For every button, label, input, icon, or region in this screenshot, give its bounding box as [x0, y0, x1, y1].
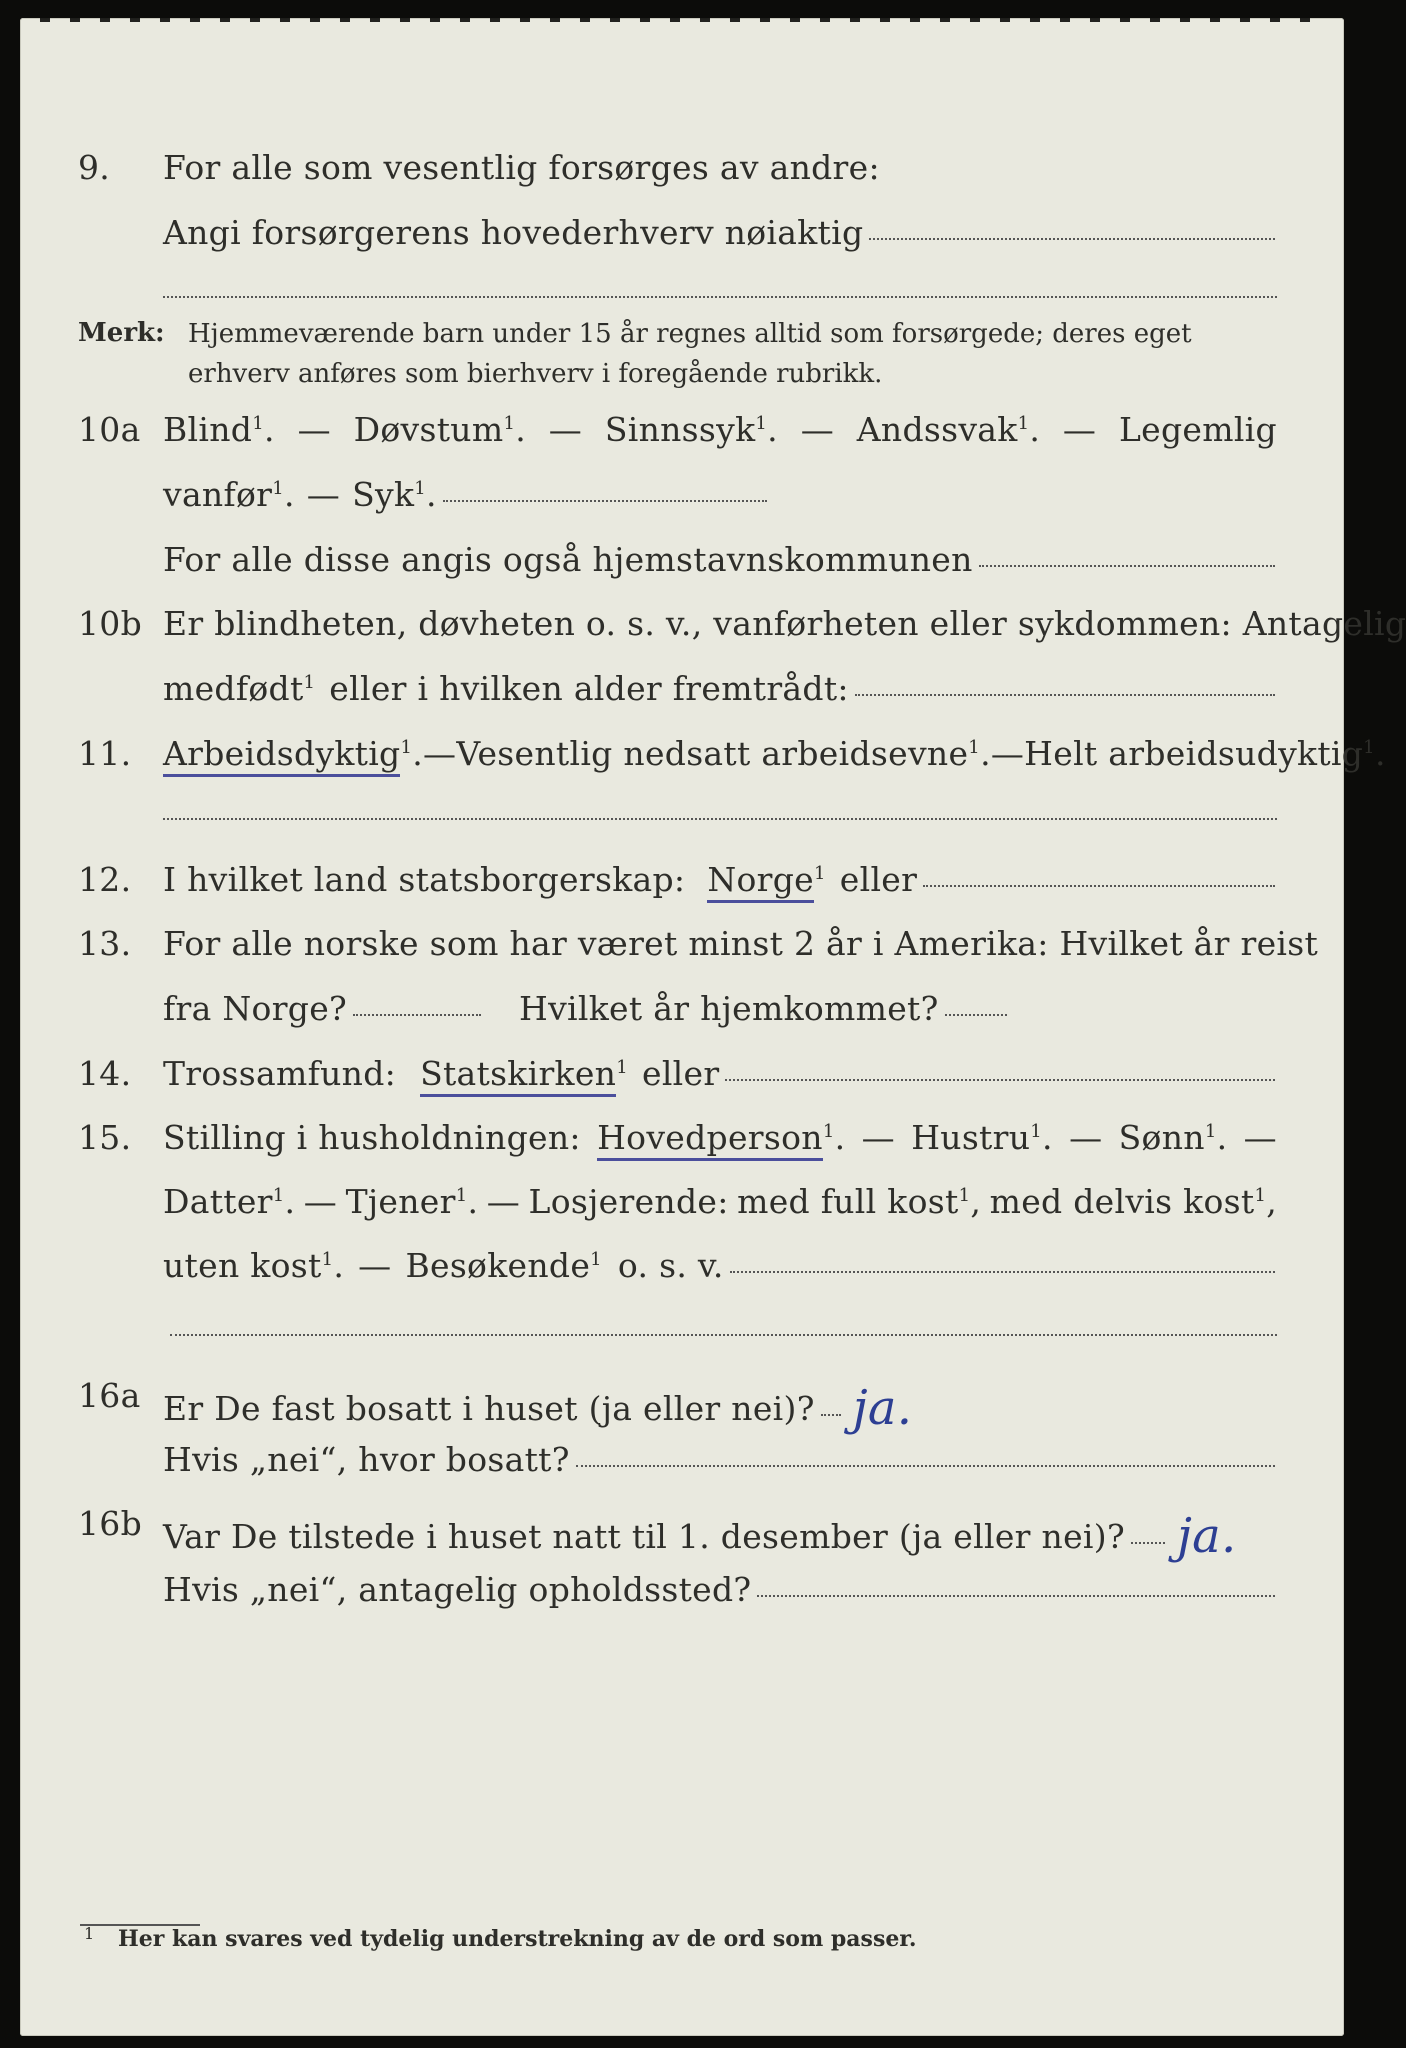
- question-number: 16a: [78, 1376, 141, 1415]
- footnote-mark: 1: [84, 1924, 95, 1943]
- question-text: For alle disse angis også hjemstavnskommunen: [163, 540, 973, 579]
- question-text: For alle norske som har været minst 2 år i Amerika: Hvilket år reist: [163, 924, 1319, 963]
- question-10a-line-1: 10a Blind$^1$. — Døvstum$^1$. — Sinnssyk$^1$. — Andssvak$^1$. — Legemlig: [78, 410, 1277, 449]
- option-text: Besøkende: [405, 1246, 591, 1285]
- question-13-line-1: [0, 916, 1359, 968]
- note-label: Merk:: [78, 318, 165, 348]
- question-number: 15.: [78, 1118, 132, 1157]
- handwritten-answer: ja.: [1176, 1508, 1237, 1564]
- selected-option: Statskirken: [420, 1054, 616, 1097]
- question-9-line-1: [0, 140, 1359, 192]
- question-text: Angi forsørgerens hovederhverv nøiaktig: [163, 213, 864, 252]
- option-text: o. s. v.: [617, 1246, 724, 1285]
- selected-option: Norge: [707, 860, 814, 903]
- option-text: med delvis kost: [989, 1182, 1255, 1221]
- option-text: medfødt: [163, 669, 304, 708]
- question-9-line-2: [0, 205, 1359, 257]
- perforated-edge: [40, 0, 1330, 22]
- note-text: Hjemmeværende barn under 15 år regnes alltid som forsørgede; deres eget erhverv anføres som bierhverv i foregående rubrikk.: [188, 319, 1192, 389]
- option-text: eller: [641, 1054, 720, 1093]
- question-text: eller i hvilken alder fremtrådt:: [329, 669, 849, 708]
- footnote-text: Her kan svares ved tydelig understrekning av de ord som passer.: [118, 1926, 917, 1952]
- question-10a-line-3: [0, 532, 1359, 584]
- handwritten-answer: ja.: [852, 1380, 913, 1436]
- answer-field-blank[interactable]: [163, 296, 1277, 298]
- question-number: 16b: [78, 1504, 143, 1543]
- question-16a-line-1: [0, 1368, 1359, 1436]
- question-15-line-3: uten kost$^1$. — Besøkende$^1$ o. s. v.: [0, 1238, 1359, 1290]
- question-number: 12.: [78, 860, 132, 899]
- answer-field[interactable]: [443, 500, 767, 502]
- option-text: Tjener: [345, 1182, 456, 1221]
- question-text: I hvilket land statsborgerskap:: [163, 860, 686, 899]
- question-number: 11.: [78, 734, 132, 773]
- option-text: Sinnssyk: [604, 410, 756, 449]
- answer-field[interactable]: [757, 1595, 1275, 1597]
- question-text: Hvis „nei“, hvor bosatt?: [163, 1440, 570, 1479]
- question-15-line-2: Datter$^1$. — Tjener$^1$. — Losjerende: med full kost$^1$, med delvis kost$^1$,: [163, 1182, 1277, 1221]
- option-text: Legemlig: [1118, 410, 1277, 449]
- question-14: 14. Trossamfund: Statskirken$^1$ eller: [0, 1046, 1359, 1098]
- answer-field[interactable]: [1131, 1542, 1165, 1544]
- answer-field[interactable]: [725, 1079, 1275, 1081]
- question-text: Var De tilstede i huset natt til 1. desember (ja eller nei)?: [163, 1517, 1125, 1556]
- answer-field[interactable]: [855, 694, 1275, 696]
- answer-field[interactable]: [923, 885, 1275, 887]
- question-11: 11. Arbeidsdyktig$^1$. — Vesentlig nedsatt arbeidsevne$^1$. — Helt arbeidsudyktig$^1$.: [0, 726, 1359, 778]
- question-13-line-2: [0, 981, 1359, 1033]
- answer-field[interactable]: [353, 1014, 481, 1016]
- option-text: Losjerende:: [528, 1182, 729, 1221]
- question-text: Trossamfund:: [163, 1054, 397, 1093]
- answer-field-blank[interactable]: [170, 1334, 1277, 1336]
- question-number: 10b: [78, 604, 143, 643]
- question-text: Er blindheten, døvheten o. s. v., vanførheten eller sykdommen: Antagelig: [163, 604, 1406, 643]
- option-text: Helt arbeidsudyktig: [1024, 734, 1364, 773]
- answer-field-blank[interactable]: [163, 818, 1277, 820]
- question-number: 13.: [78, 924, 132, 963]
- option-text: Hustru: [911, 1118, 1031, 1157]
- answer-field[interactable]: [576, 1465, 1275, 1467]
- option-text: Døvstum: [353, 410, 504, 449]
- option-text: Andssvak: [856, 410, 1018, 449]
- question-number: 9.: [78, 148, 111, 187]
- option-text: Vesentlig nedsatt arbeidsevne: [456, 734, 969, 773]
- answer-field[interactable]: [979, 565, 1275, 567]
- selected-option: Arbeidsdyktig: [163, 734, 400, 777]
- question-number: 10a: [78, 410, 141, 449]
- answer-field[interactable]: [730, 1271, 1275, 1273]
- question-text: Hvis „nei“, antagelig opholdssted?: [163, 1570, 752, 1609]
- question-text: Stilling i husholdningen:: [163, 1118, 581, 1157]
- question-16b-line-2: [0, 1562, 1359, 1614]
- option-text: eller: [839, 860, 918, 899]
- question-text: fra Norge?: [163, 989, 348, 1028]
- question-10b-line-1: [0, 596, 1406, 648]
- answer-field[interactable]: [821, 1414, 841, 1416]
- option-text: Blind: [163, 410, 253, 449]
- option-text: Sønn: [1118, 1118, 1205, 1157]
- question-text: For alle som vesentlig forsørges av andre:: [163, 148, 880, 187]
- footnote: [84, 1924, 917, 1952]
- option-text: Syk: [352, 475, 415, 514]
- option-text: med full kost: [737, 1182, 959, 1221]
- question-number: 14.: [78, 1054, 132, 1093]
- answer-field[interactable]: [869, 238, 1275, 240]
- option-text: uten kost: [163, 1246, 322, 1285]
- selected-option: Hovedperson: [597, 1118, 823, 1161]
- question-10b-line-2: medfødt$^1$ eller i hvilken alder fremtrådt:: [0, 661, 1359, 713]
- question-16b-line-1: [0, 1496, 1359, 1564]
- question-10a-line-2: vanfør$^1$. — Syk$^1$.: [0, 467, 1359, 519]
- question-12: 12. I hvilket land statsborgerskap: Norge$^1$ eller: [0, 852, 1359, 904]
- answer-field[interactable]: [945, 1014, 1007, 1016]
- option-text: Datter: [163, 1182, 273, 1221]
- question-16a-line-2: [0, 1432, 1359, 1484]
- option-text: vanfør: [163, 475, 273, 514]
- question-text: Er De fast bosatt i huset (ja eller nei)?: [163, 1389, 815, 1428]
- question-15-line-1: 15. Stilling i husholdningen: Hovedperson$^1$. — Hustru$^1$. — Sønn$^1$. —: [0, 1110, 1359, 1162]
- question-text: Hvilket år hjemkommet?: [519, 989, 939, 1028]
